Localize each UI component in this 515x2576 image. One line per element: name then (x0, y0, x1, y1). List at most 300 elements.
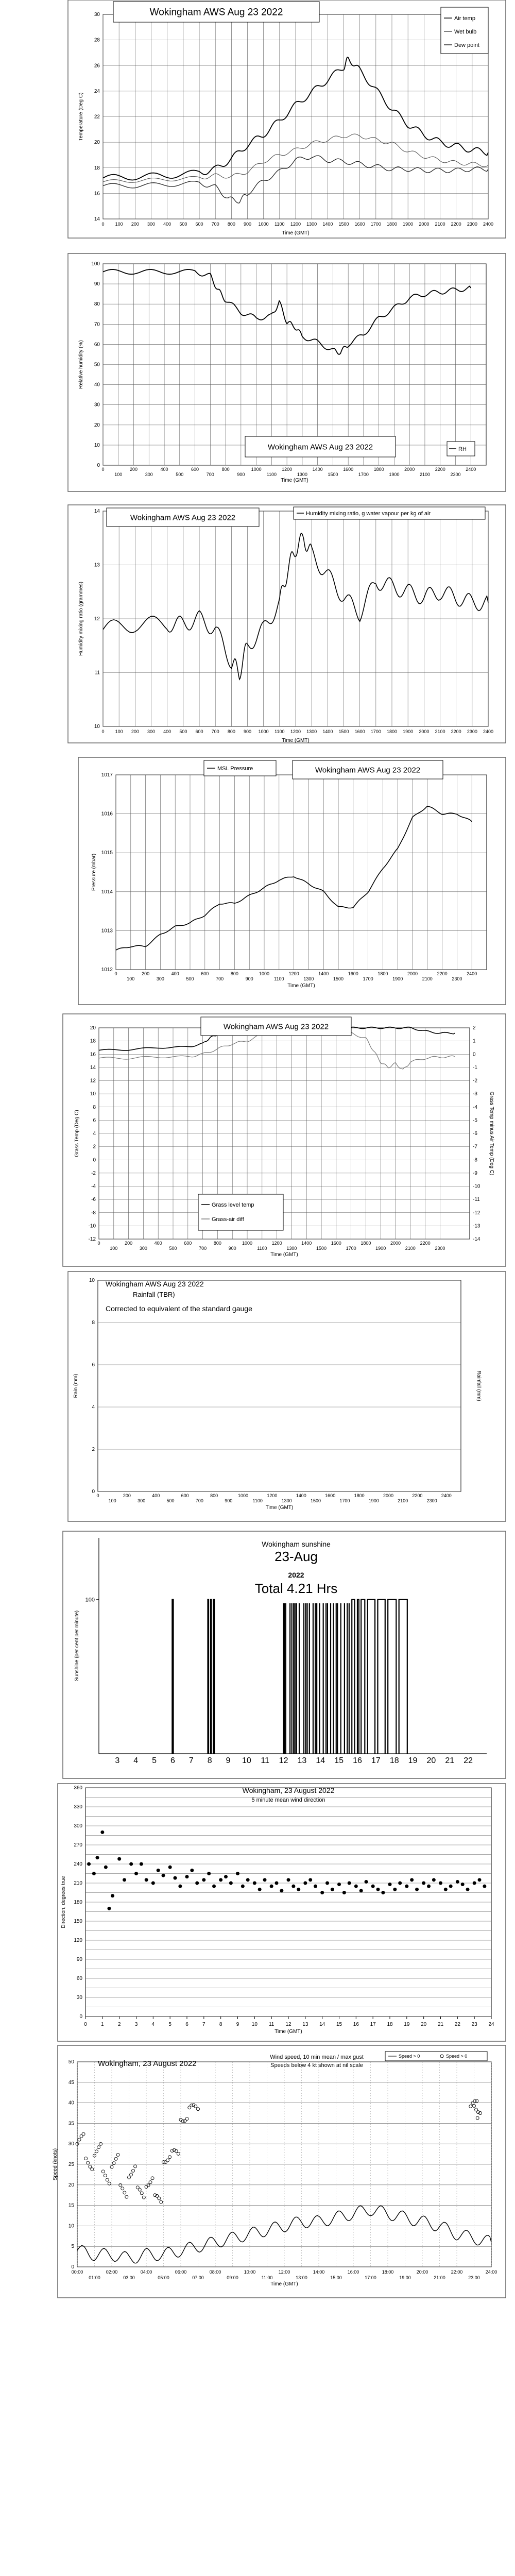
pressure-xtick: 500 (186, 976, 194, 981)
winddir-point (190, 1869, 194, 1872)
pressure-ytick: 1015 (101, 850, 113, 856)
rain-xtick: 1800 (354, 1493, 365, 1498)
winddir-point (478, 1878, 482, 1882)
winddir-point (246, 1878, 250, 1882)
pressure-ytick: 1014 (101, 889, 113, 895)
winddir-point (320, 1891, 324, 1894)
pressure-xtick: 0 (114, 971, 117, 976)
winddir-point (134, 1872, 138, 1875)
rh-title: Wokingham AWS Aug 23 2022 (267, 443, 373, 452)
pressure-ylabel: Pressure (mbar) (91, 853, 97, 891)
rain-xtick: 1100 (252, 1498, 263, 1503)
pressure-ytick: 1017 (101, 772, 113, 778)
winddir-xtick: 8 (219, 2022, 222, 2027)
windspeed-xtick: 07:00 (192, 2275, 204, 2280)
pressure-xtick: 200 (142, 971, 150, 976)
winddir-point (449, 1885, 453, 1888)
grass-xtick: 1700 (346, 1246, 356, 1251)
temp-ytick: 24 (94, 88, 100, 94)
rh-xtick: 1300 (297, 472, 307, 477)
rain-xtick: 2400 (441, 1493, 452, 1498)
pressure-xtick: 2400 (467, 971, 477, 976)
pressure-xtick: 1700 (363, 976, 373, 981)
windspeed-ytick: 15 (68, 2202, 74, 2209)
winddir-point (314, 1885, 317, 1888)
grass-y2tick: -11 (473, 1197, 480, 1203)
pressure-xtick: 2300 (452, 976, 462, 981)
winddir-point (111, 1894, 114, 1897)
winddir-ytick: 240 (74, 1861, 82, 1867)
temp-ytick: 22 (94, 114, 100, 120)
temp-xtick: 2400 (483, 222, 494, 227)
sunshine-ytick: 100 (85, 1597, 95, 1603)
windspeed-xtick: 04:00 (140, 2269, 152, 2275)
grass-ytick: 16 (90, 1052, 96, 1058)
rh-ytick: 10 (94, 442, 100, 448)
winddir-ytick: 90 (76, 1957, 82, 1962)
rain-xtick: 100 (108, 1498, 116, 1503)
mix-ytick: 14 (94, 509, 100, 514)
mix-xtick: 1900 (403, 729, 414, 734)
pressure-xtick: 900 (245, 976, 253, 981)
winddir-point (168, 1866, 172, 1869)
sunshine-bar (172, 1600, 173, 1754)
rh-xtick: 800 (221, 467, 230, 472)
sunshine-xtick: 11 (261, 1756, 270, 1765)
winddir-point (456, 1880, 459, 1884)
winddir-xtick: 23 (471, 2022, 477, 2027)
temp-xlabel: Time (GMT) (282, 230, 310, 236)
windspeed-xtick: 08:00 (209, 2269, 221, 2275)
winddir-ytick: 300 (74, 1823, 82, 1829)
grass-xtick: 1300 (286, 1246, 297, 1251)
pressure-xtick: 600 (201, 971, 209, 976)
rain-ytick: 8 (92, 1320, 95, 1326)
temp-title: Wokingham AWS Aug 23 2022 (149, 7, 283, 18)
mix-xtick: 900 (243, 729, 252, 734)
winddir-point (174, 1876, 177, 1880)
temp-ytick: 20 (94, 140, 100, 146)
rh-xtick: 1000 (251, 467, 262, 472)
winddir-point (275, 1882, 279, 1885)
rain-xtick: 2000 (383, 1493, 394, 1498)
rain-xtick: 1500 (310, 1498, 321, 1503)
winddir-point (427, 1885, 431, 1888)
winddir-point (381, 1891, 385, 1894)
mix-xtick: 200 (131, 729, 139, 734)
winddir-xtick: 2 (117, 2022, 121, 2027)
rain-xtick: 200 (123, 1493, 131, 1498)
mix-xlabel: Time (GMT) (282, 738, 310, 743)
mix-xtick: 2100 (435, 729, 445, 734)
winddir-ytick: 180 (74, 1900, 82, 1905)
sunshine-subtitle: 23-Aug (274, 1549, 318, 1564)
rh-ylabel: Relative humidity (%) (78, 340, 84, 389)
windspeed-xtick: 09:00 (227, 2275, 238, 2280)
windspeed-ylabel: Speed (knots) (53, 2148, 58, 2181)
winddir-point (212, 1885, 216, 1888)
mix-xtick: 2000 (419, 729, 430, 734)
temp-ytick: 28 (94, 37, 100, 43)
winddir-ylabel: Direction, degrees true (61, 1876, 66, 1928)
mix-xtick: 1800 (386, 729, 398, 734)
rain-xtick: 2300 (426, 1498, 437, 1503)
mix-xtick: 500 (179, 729, 187, 734)
winddir-xtick: 11 (268, 2022, 274, 2027)
grass-y2tick: 0 (473, 1052, 476, 1058)
winddir-point (405, 1885, 408, 1888)
temp-ytick: 16 (94, 191, 100, 197)
windspeed-xtick: 16:00 (347, 2269, 359, 2275)
mix-title: Wokingham AWS Aug 23 2022 (130, 513, 236, 522)
rh-xtick: 500 (176, 472, 184, 477)
winddir-point (236, 1872, 239, 1875)
sunshine-xtick: 20 (426, 1756, 436, 1765)
winddir-ytick: 330 (74, 1804, 82, 1810)
pressure-title: Wokingham AWS Aug 23 2022 (315, 766, 421, 775)
temp-xtick: 1900 (403, 222, 414, 227)
sunshine-xtick: 3 (115, 1756, 120, 1765)
winddir-point (178, 1885, 182, 1888)
winddir-point (308, 1878, 312, 1882)
rh-ytick: 90 (94, 281, 100, 287)
grass-y2tick: -5 (473, 1117, 477, 1124)
grass-ytick: -12 (88, 1236, 96, 1242)
windspeed-xtick: 23:00 (468, 2275, 480, 2280)
grass-ytick: 2 (93, 1144, 96, 1150)
sunshine-xtick: 18 (389, 1756, 399, 1765)
rh-xtick: 1400 (312, 467, 323, 472)
windspeed-legend-entry: Speed > 0 (446, 2054, 468, 2059)
grass-ytick: 20 (90, 1025, 96, 1031)
winddir-ytick: 120 (74, 1938, 82, 1943)
pressure-xtick: 300 (156, 976, 164, 981)
rain-xtick: 2200 (412, 1493, 423, 1498)
rain-xtick: 1000 (237, 1493, 249, 1498)
grass-xtick: 2100 (405, 1246, 416, 1251)
rh-ytick: 50 (94, 362, 100, 368)
grass-legend-entry: Grass level temp (212, 1202, 254, 1208)
winddir-point (280, 1889, 283, 1892)
windspeed-ytick: 50 (68, 2059, 74, 2065)
mix-xtick: 1200 (290, 729, 301, 734)
grass-ytick: -10 (88, 1223, 96, 1229)
mix-xtick: 600 (195, 729, 203, 734)
mix-xtick: 2400 (483, 729, 494, 734)
windspeed-ytick: 35 (68, 2121, 74, 2127)
winddir-point (140, 1862, 143, 1866)
temp-ytick: 18 (94, 165, 100, 171)
winddir-xtick: 21 (437, 2022, 444, 2027)
rh-xtick: 1600 (343, 467, 354, 472)
winddir-point (241, 1885, 245, 1888)
windspeed-xtick: 01:00 (89, 2275, 100, 2280)
sunshine-xtick: 14 (316, 1756, 325, 1765)
winddir-point (359, 1889, 363, 1892)
winddir-point (258, 1888, 262, 1891)
rain-ytick: 6 (92, 1362, 95, 1368)
winddir-point (219, 1878, 222, 1882)
grass-y2tick: -14 (473, 1236, 480, 1242)
temp-xtick: 200 (131, 222, 139, 227)
mix-xtick: 1500 (338, 729, 349, 734)
mix-xtick: 1600 (354, 729, 365, 734)
mix-xtick: 1100 (274, 729, 285, 734)
grass-ytick: -8 (91, 1210, 96, 1216)
grass-ytick: 4 (93, 1131, 96, 1137)
winddir-point (410, 1878, 414, 1882)
windspeed-ytick: 40 (68, 2100, 74, 2106)
winddir-point (365, 1880, 368, 1884)
rh-xtick: 2000 (404, 467, 415, 472)
mix-xtick: 0 (101, 729, 105, 734)
grass-xtick: 0 (97, 1241, 100, 1246)
winddir-subtitle: 5 minute mean wind direction (251, 1797, 325, 1803)
windspeed-xlabel: Time (GMT) (270, 2281, 298, 2287)
rh-xtick: 2300 (450, 472, 461, 477)
winddir-point (483, 1885, 486, 1888)
windspeed-xtick: 24:00 (485, 2269, 497, 2275)
mix-xtick: 100 (115, 729, 123, 734)
temp-xtick: 900 (243, 222, 252, 227)
winddir-xtick: 12 (285, 2022, 291, 2027)
temp-xtick: 0 (101, 222, 105, 227)
rain-xtick: 800 (210, 1493, 218, 1498)
winddir-chart-frame (58, 1784, 506, 2041)
winddir-xlabel: Time (GMT) (274, 2029, 302, 2035)
grass-xtick: 1600 (331, 1241, 341, 1246)
rh-xtick: 100 (114, 472, 123, 477)
rain-xtick: 1300 (281, 1498, 292, 1503)
temp-legend-entry: Dew point (454, 42, 479, 48)
winddir-xtick: 16 (353, 2022, 359, 2027)
rh-ytick: 60 (94, 342, 100, 348)
grass-ytick: 0 (93, 1157, 96, 1163)
rh-xtick: 2200 (435, 467, 445, 472)
windspeed-xtick: 10:00 (244, 2269, 256, 2275)
winddir-point (398, 1882, 402, 1885)
winddir-point (157, 1869, 160, 1872)
rain-ytick: 0 (92, 1489, 95, 1495)
grass-y2tick: -2 (473, 1078, 477, 1084)
grass-ytick: -6 (91, 1197, 96, 1203)
windspeed-xtick: 03:00 (123, 2275, 135, 2280)
sunshine-title: Wokingham sunshine (262, 1540, 331, 1548)
sunshine-xtick: 12 (279, 1756, 288, 1765)
winddir-point (337, 1883, 341, 1886)
rh-ytick: 100 (91, 261, 100, 267)
mix-xtick: 1700 (370, 729, 381, 734)
mix-xtick: 1000 (258, 729, 269, 734)
winddir-point (473, 1882, 476, 1885)
grass-xtick: 800 (213, 1241, 221, 1246)
sunshine-xtick: 16 (353, 1756, 362, 1765)
sunshine-xtick: 19 (408, 1756, 418, 1765)
grass-y2tick: -9 (473, 1170, 477, 1176)
sunshine-xtick: 9 (226, 1756, 231, 1765)
windspeed-xtick: 19:00 (399, 2275, 411, 2280)
temp-xtick: 1600 (354, 222, 365, 227)
winddir-point (92, 1872, 96, 1875)
pressure-chart-frame (78, 757, 506, 1005)
rain-xlabel: Time (GMT) (265, 1505, 294, 1511)
grass-y2tick: -8 (473, 1157, 477, 1163)
windspeed-ytick: 45 (68, 2079, 74, 2086)
winddir-point (104, 1866, 108, 1869)
mix-ytick: 11 (94, 670, 100, 676)
grass-xtick: 1000 (242, 1241, 253, 1246)
temp-xtick: 400 (163, 222, 171, 227)
rain-xtick: 1700 (339, 1498, 350, 1503)
winddir-xtick: 13 (302, 2022, 308, 2027)
winddir-ytick: 210 (74, 1880, 82, 1886)
winddir-xtick: 20 (421, 2022, 427, 2027)
windspeed-ytick: 25 (68, 2162, 74, 2167)
winddir-point (393, 1888, 397, 1891)
temp-ytick: 14 (94, 216, 100, 222)
winddir-xtick: 18 (387, 2022, 393, 2027)
winddir-ytick: 30 (76, 1995, 82, 2001)
mix-xtick: 2300 (467, 729, 477, 734)
grass-ytick: 12 (90, 1078, 96, 1084)
sunshine-xtick: 21 (445, 1756, 455, 1765)
temp-xtick: 600 (195, 222, 203, 227)
winddir-xtick: 22 (454, 2022, 460, 2027)
rain-xtick: 1600 (325, 1493, 336, 1498)
sunshine-xtick: 8 (207, 1756, 212, 1765)
sunshine-xtick: 15 (334, 1756, 344, 1765)
grass-xtick: 1800 (360, 1241, 371, 1246)
grass-ytick: -2 (91, 1170, 96, 1176)
winddir-point (432, 1878, 436, 1882)
grass-ylabel: Grass Temp (Deg C) (74, 1110, 80, 1157)
windspeed-ytick: 0 (71, 2264, 74, 2270)
windspeed-chart-frame (58, 2045, 506, 2298)
temp-legend-entry: Wet bulb (454, 29, 477, 35)
rh-xtick: 200 (130, 467, 138, 472)
pressure-xtick: 1000 (259, 971, 270, 976)
winddir-point (291, 1885, 295, 1888)
rain-subtitle: Rainfall (TBR) (133, 1291, 175, 1298)
temp-xtick: 1000 (258, 222, 269, 227)
windspeed-title: Wokingham, 23 August 2022 (98, 2059, 197, 2068)
rain-xtick: 600 (181, 1493, 189, 1498)
grass-xtick: 1100 (257, 1246, 267, 1251)
grass-y2label: Grass Temp minus Air Temp (Deg C) (489, 1091, 494, 1176)
windspeed-xtick: 12:00 (278, 2269, 290, 2275)
pressure-xtick: 400 (171, 971, 179, 976)
winddir-point (388, 1883, 392, 1886)
winddir-point (195, 1882, 199, 1885)
temp-xtick: 2200 (451, 222, 461, 227)
winddir-point (207, 1872, 211, 1875)
grass-xtick: 700 (199, 1246, 207, 1251)
rain-xtick: 1900 (368, 1498, 379, 1503)
sunshine-xtick: 4 (133, 1756, 139, 1765)
rh-xtick: 700 (206, 472, 214, 477)
winddir-point (202, 1878, 205, 1882)
grass-xtick: 500 (169, 1246, 177, 1251)
winddir-xtick: 4 (151, 2022, 155, 2027)
pressure-xtick: 100 (127, 976, 135, 981)
temp-xtick: 1100 (274, 222, 285, 227)
winddir-point (107, 1907, 111, 1910)
temp-xtick: 1500 (338, 222, 349, 227)
temp-xtick: 1700 (370, 222, 381, 227)
mix-xtick: 2200 (451, 729, 461, 734)
winddir-point (87, 1862, 91, 1866)
mix-xtick: 400 (163, 729, 171, 734)
pressure-xtick: 1900 (392, 976, 403, 981)
grass-xtick: 400 (154, 1241, 162, 1246)
winddir-point (348, 1882, 351, 1885)
rh-xtick: 1800 (373, 467, 384, 472)
windspeed-ytick: 30 (68, 2141, 74, 2147)
winddir-xtick: 19 (404, 2022, 410, 2027)
rh-ytick: 80 (94, 301, 100, 308)
winddir-xtick: 17 (370, 2022, 376, 2027)
rh-xtick: 1500 (328, 472, 338, 477)
rh-legend-entry: RH (458, 446, 467, 452)
winddir-xtick: 5 (168, 2022, 171, 2027)
grass-ytick: -4 (91, 1183, 96, 1190)
windspeed-xtick: 13:00 (296, 2275, 307, 2280)
temp-xtick: 1400 (322, 222, 333, 227)
winddir-xtick: 15 (336, 2022, 342, 2027)
rh-xtick: 2100 (419, 472, 430, 477)
rain-xtick: 2100 (398, 1498, 408, 1503)
grass-ytick: 18 (90, 1038, 96, 1044)
mix-xtick: 800 (227, 729, 235, 734)
rain-ytick: 2 (92, 1447, 95, 1452)
winddir-point (229, 1882, 233, 1885)
winddir-title: Wokingham, 23 August 2022 (242, 1786, 335, 1794)
pressure-xtick: 1300 (303, 976, 314, 981)
winddir-point (415, 1888, 419, 1891)
temp-xtick: 2000 (419, 222, 430, 227)
winddir-point (224, 1875, 228, 1878)
winddir-point (303, 1882, 307, 1885)
temp-xtick: 100 (115, 222, 123, 227)
grass-xtick: 2000 (390, 1241, 401, 1246)
temp-xtick: 500 (179, 222, 187, 227)
windspeed-xtick: 02:00 (106, 2269, 118, 2275)
grass-ytick: 6 (93, 1117, 96, 1124)
sunshine-ylabel: Sunshine (per cent per minute) (74, 1610, 80, 1682)
winddir-point (100, 1831, 104, 1834)
winddir-point (342, 1891, 346, 1894)
temp-xtick: 300 (147, 222, 156, 227)
winddir-point (439, 1882, 442, 1885)
grass-xtick: 1200 (271, 1241, 282, 1246)
winddir-point (145, 1878, 148, 1882)
winddir-ytick: 270 (74, 1842, 82, 1848)
winddir-ytick: 360 (74, 1785, 82, 1791)
windspeed-xtick: 14:00 (313, 2269, 325, 2275)
sunshine-bar (284, 1600, 285, 1754)
windspeed-xtick: 15:00 (330, 2275, 342, 2280)
winddir-point (95, 1856, 99, 1859)
pressure-xtick: 1800 (377, 971, 388, 976)
winddir-xtick: 24 (488, 2022, 494, 2027)
pressure-xtick: 700 (216, 976, 224, 981)
winddir-xtick: 6 (185, 2022, 188, 2027)
winddir-point (371, 1885, 375, 1888)
winddir-point (270, 1885, 273, 1888)
grass-ytick: 10 (90, 1091, 96, 1097)
grass-legend-box (198, 1194, 283, 1230)
grass-y2tick: 1 (473, 1038, 476, 1044)
